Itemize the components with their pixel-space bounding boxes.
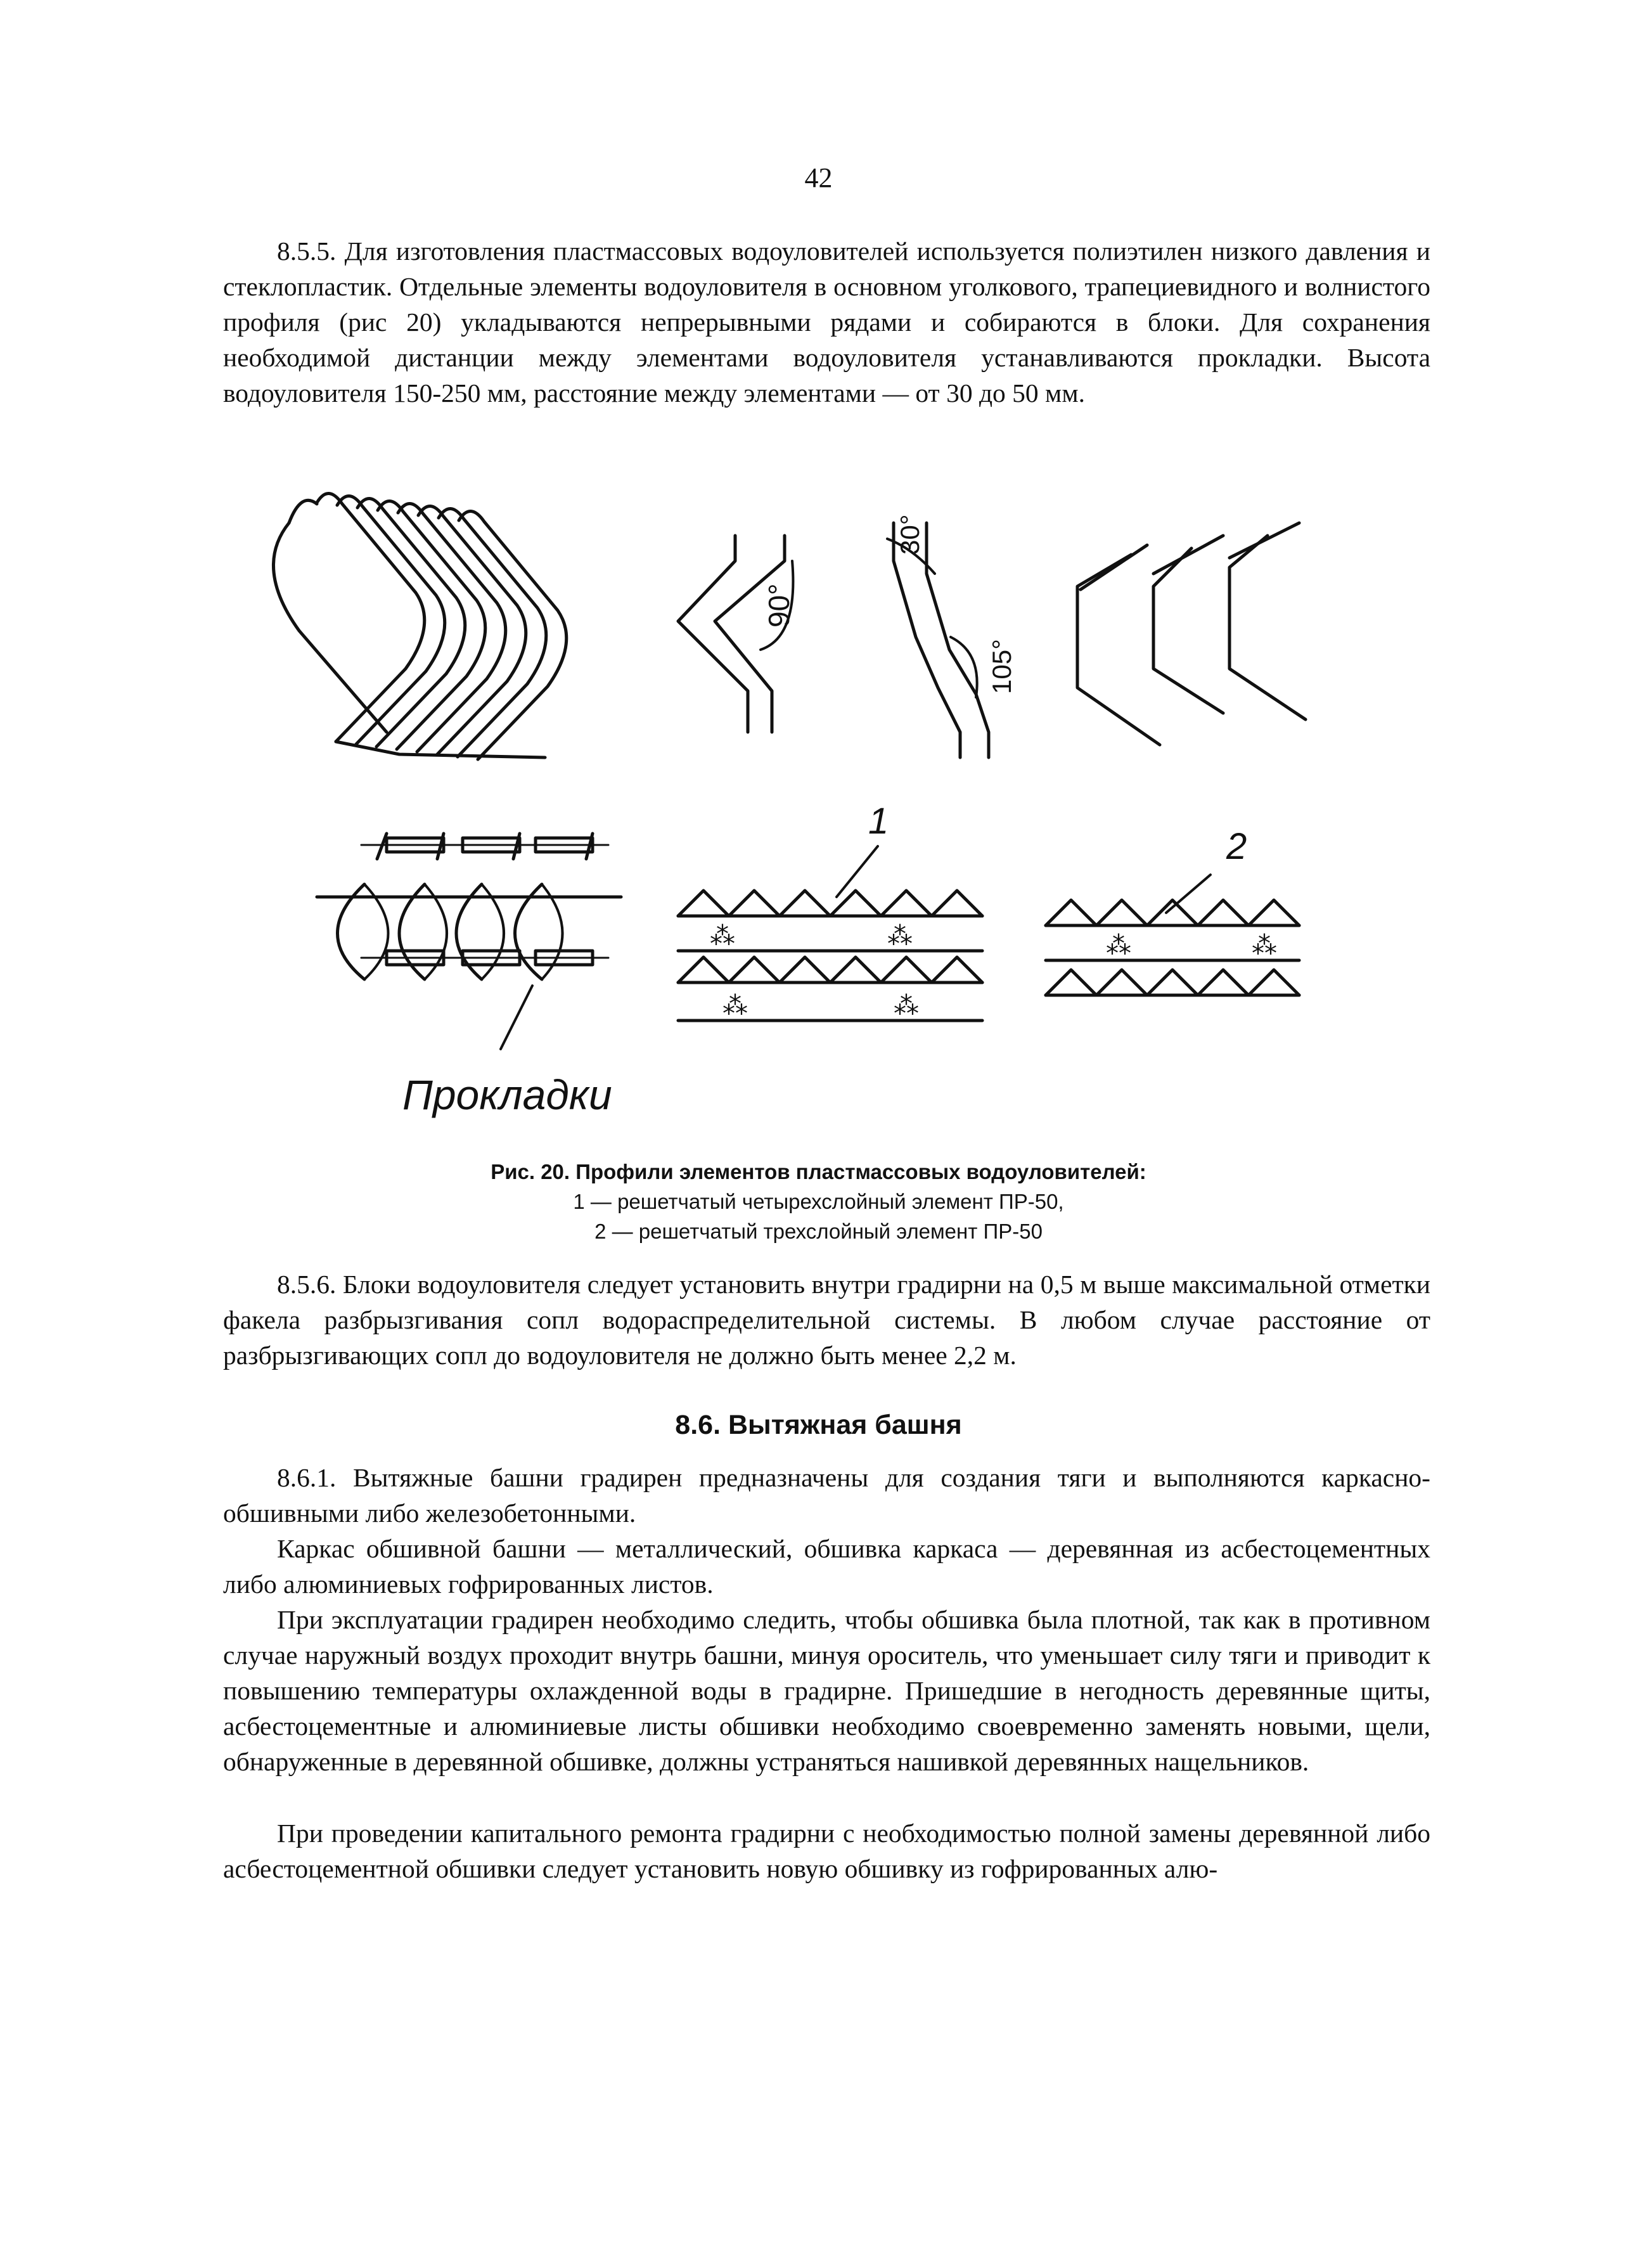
page-number: 42 [804,162,833,193]
angle-90-label: 90° [762,583,795,628]
corner-profile-90 [678,536,795,732]
paragraph-repair: При проведении капитального ремонта градирни с необходимостью полной замены деревянной либо асбестоцементной обшивки следует установить новую обшивку из гофрированных алю- [223,1819,1430,1883]
caption-title: Рис. 20. Профили элементов пластмассовых водоуловителей: [491,1160,1146,1183]
chevron-profile-stack [1077,523,1306,745]
lattice-element-2 [1046,826,1299,995]
paragraph-8-5-5: 8.5.5. Для изготовления пластмассовых водоуловителей используется полиэтилен низкого давления и стеклопластик. Отдельные элементы водоуловителя в основном уголкового, трапециевидного и волнистого профиля (рис 20) укладываются непрерывными рядами и собираются в блоки. Для сохранения необходимой дистанции между элементами водоуловителя устанавливаются прокладки. Высота водоуловителя 150-250 мм, расстояние между элементами — от 30 до 50 мм. [223,236,1430,408]
section-heading: 8.6. Вытяжная башня [675,1410,962,1440]
svg-text:⁂: ⁂ [710,922,735,950]
figure-20 [254,479,1394,1150]
svg-text:⁂: ⁂ [887,922,913,950]
element-2-label: 2 [1226,826,1247,867]
paragraph-operation: При эксплуатации градирен необходимо следить, чтобы обшивка была плотной, так как в противном случае наружный воздух проходит внутрь башни, минуя ороситель, что уменьшает силу тяги и приводит к повышению температуры охлажденной воды в градирне. Пришедшие в негодность деревянные щиты, асбестоцементные и алюминиевые листы обшивки необходимо своевременно заменять новыми, щели, обнаруженные в деревянной обшивке, должны устраняться нашивкой деревянных нащельников. [223,1605,1430,1776]
wavy-profile-with-spacers [317,834,621,1118]
top-spacers [361,834,608,859]
svg-text:⁂: ⁂ [1252,932,1277,960]
svg-text:⁂: ⁂ [1106,932,1131,960]
trapezoid-profile [887,514,1017,757]
svg-text:⁂: ⁂ [722,992,748,1020]
figure-20-drawing [254,479,1394,1150]
svg-text:⁂: ⁂ [894,992,919,1020]
wavy-profile-stack [274,493,567,759]
caption-line-2: 2 — решетчатый трехслойный элемент ПР-50 [594,1220,1043,1243]
lattice-element-1 [678,801,982,1021]
angle-30-label: 30° [895,514,925,555]
angle-105-label: 105° [987,639,1017,694]
caption-line-1: 1 — решетчатый четырехслойный элемент ПР-50, [573,1190,1064,1213]
paragraph-8-5-6: 8.5.6. Блоки водоуловителя следует установить внутри градирни на 0,5 м выше максимальной отметки факела разбрызгивания сопл водораспределительной системы. В любом случае расстояние от разбрызгивающих сопл до водоуловителя не должно быть менее 2,2 м. [223,1270,1430,1370]
figure-caption [0,1157,1637,1246]
bottom-spacers [361,951,608,965]
paragraph-frame: Каркас обшивной башни — металлический, обшивка каркаса — деревянная из асбестоцементных либо алюминиевых гофрированных листов. [223,1534,1430,1599]
element-1-label: 1 [868,801,889,842]
paragraph-8-6-1: 8.6.1. Вытяжные башни градирен предназначены для создания тяги и выполняются каркасно-обшивными либо железобетонными. [223,1463,1430,1528]
spacers-label: Прокладки [402,1071,612,1118]
